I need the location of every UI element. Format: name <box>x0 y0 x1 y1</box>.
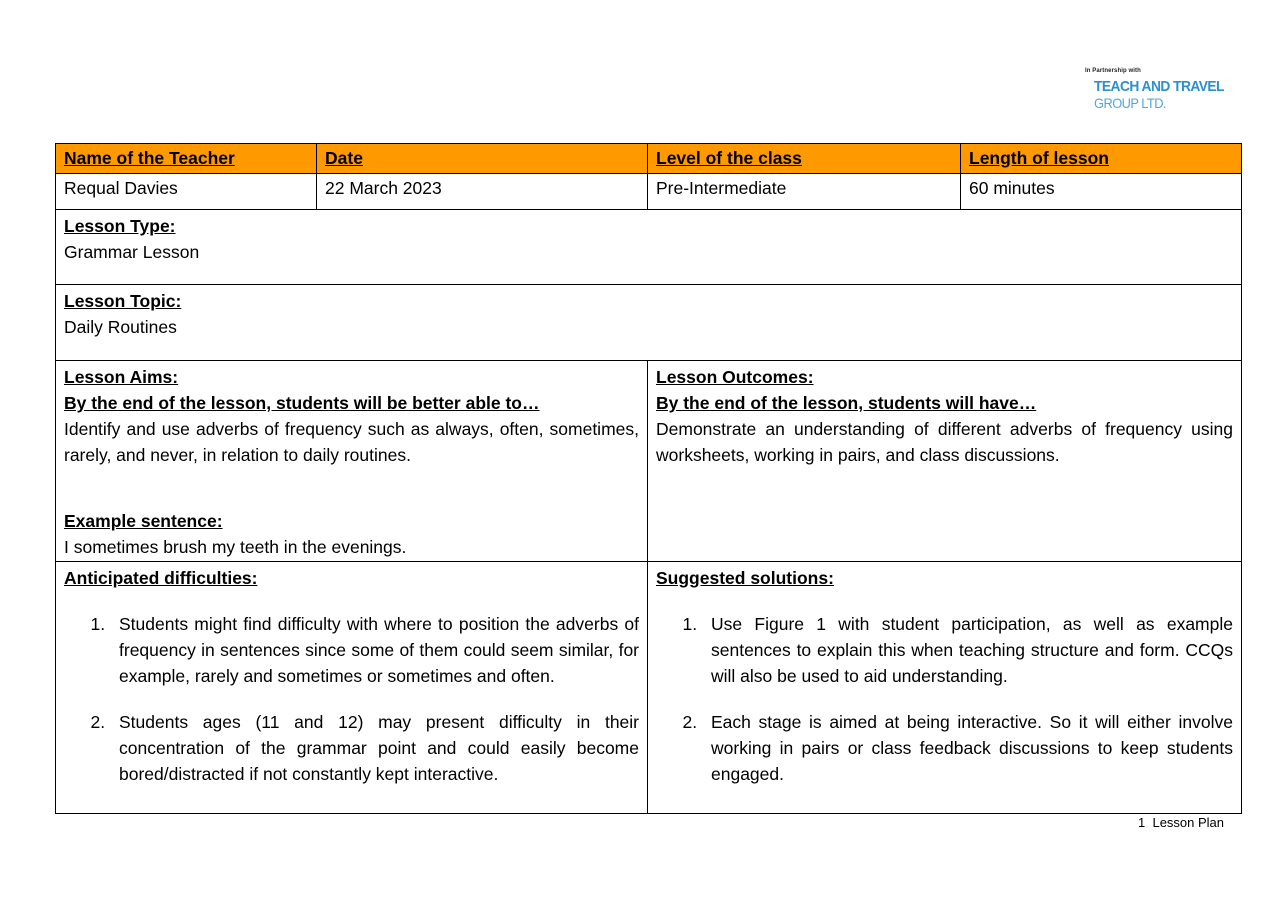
teacher-name: Requal Davies <box>56 174 317 210</box>
logo-tagline: In Partnership with <box>1085 68 1141 74</box>
lesson-aims-text: Identify and use adverbs of frequency such as always, often, sometimes, rarely, and never, in relation to daily routines. <box>64 419 639 465</box>
difficulties-label: Anticipated difficulties: <box>64 568 258 588</box>
page-number: 1 <box>1138 815 1146 830</box>
header-date: Date <box>317 144 648 174</box>
lesson-plan-table <box>55 143 1242 814</box>
lesson-length: 60 minutes <box>961 174 1242 210</box>
lesson-date: 22 March 2023 <box>317 174 648 210</box>
header-row <box>56 144 1242 174</box>
partner-logo <box>1085 67 1225 117</box>
lesson-outcomes-text: Demonstrate an understanding of different adverbs of frequency using worksheets, working in pairs, and class discussions. <box>656 419 1233 465</box>
lesson-outcomes-label: Lesson Outcomes: <box>656 367 814 387</box>
difficulties-list <box>64 611 639 787</box>
lesson-type-value: Grammar Lesson <box>64 242 200 262</box>
lesson-topic-label: Lesson Topic: <box>64 291 182 311</box>
solutions-label: Suggested solutions: <box>656 568 834 588</box>
logo-line-2: GROUP LTD. <box>1094 95 1167 111</box>
lesson-topic-value: Daily Routines <box>64 317 177 337</box>
aims-outcomes-row <box>56 361 1242 562</box>
lesson-aims-cell <box>56 361 648 562</box>
lesson-outcomes-cell <box>648 361 1242 562</box>
solutions-cell <box>648 562 1242 814</box>
lesson-type-cell <box>56 210 1242 285</box>
difficulty-item: 1. Students might find difficulty with where to position the adverbs of frequency in sentences since some of them could seem similar, for example, rarely and sometimes or sometimes and often. <box>110 611 639 689</box>
lesson-type-row <box>56 210 1242 285</box>
solutions-list <box>656 611 1233 787</box>
header-teacher: Name of the Teacher <box>56 144 317 174</box>
difficulties-solutions-row <box>56 562 1242 814</box>
lesson-outcomes-subheading: By the end of the lesson, students will have… <box>656 393 1037 413</box>
page-footer <box>1138 815 1224 830</box>
class-level: Pre-Intermediate <box>648 174 961 210</box>
lesson-type-label: Lesson Type: <box>64 216 176 236</box>
difficulties-cell <box>56 562 648 814</box>
footer-title: Lesson Plan <box>1152 815 1225 830</box>
lesson-aims-subheading: By the end of the lesson, students will be better able to… <box>64 393 540 413</box>
solution-item: 1. Use Figure 1 with student participation, as well as example sentences to explain this when teaching structure and form. CCQs will also be used to aid understanding. <box>702 611 1233 689</box>
example-sentence-label: Example sentence: <box>64 511 223 531</box>
difficulty-item: 2. Students ages (11 and 12) may present difficulty in their concentration of the grammar point and could easily become bored/distracted if not constantly kept interactive. <box>110 709 639 787</box>
solution-item: 2. Each stage is aimed at being interactive. So it will either involve working in pairs or class feedback discussions to keep students engaged. <box>702 709 1233 787</box>
lesson-aims-label: Lesson Aims: <box>64 367 179 387</box>
values-row <box>56 174 1242 210</box>
lesson-topic-row <box>56 285 1242 361</box>
lesson-topic-cell <box>56 285 1242 361</box>
logo-line-1: TEACH AND TRAVEL <box>1094 78 1224 95</box>
example-sentence: I sometimes brush my teeth in the evenings. <box>64 537 407 557</box>
header-level: Level of the class <box>648 144 961 174</box>
header-length: Length of lesson <box>961 144 1242 174</box>
